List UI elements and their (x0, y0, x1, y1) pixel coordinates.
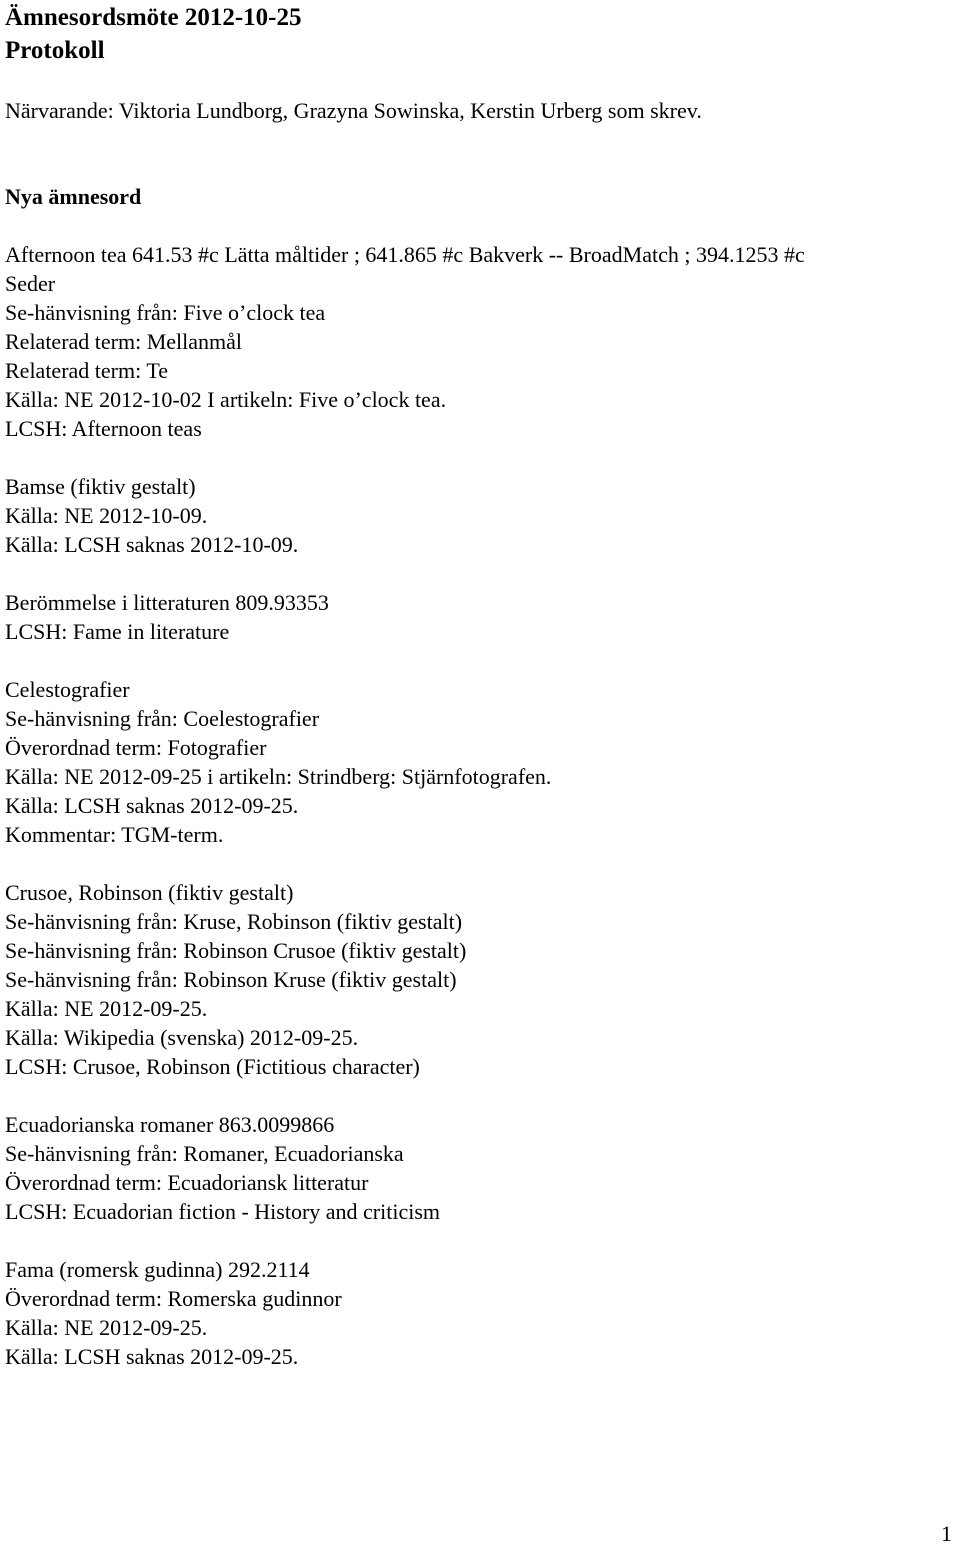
attendees-line: Närvarande: Viktoria Lundborg, Grazyna Sowinska, Kerstin Urberg som skrev. (5, 98, 702, 123)
entry-detail-line: Kommentar: TGM-term. (5, 822, 224, 847)
entry-detail-line: Källa: NE 2012-10-02 I artikeln: Five o’clock tea. (5, 387, 447, 412)
subject-entry (5, 240, 955, 443)
entry-detail-line: Källa: LCSH saknas 2012-10-09. (5, 532, 299, 557)
entry-detail-line: Relaterad term: Te (5, 358, 168, 383)
entry-detail-line: Källa: Wikipedia (svenska) 2012-09-25. (5, 1025, 359, 1050)
entry-detail-line: Källa: LCSH saknas 2012-09-25. (5, 1344, 299, 1369)
entry-detail-line: Källa: NE 2012-09-25. (5, 1315, 208, 1340)
subject-entry (5, 1255, 955, 1371)
entry-detail-line: Överordnad term: Fotografier (5, 735, 267, 760)
document-subtitle: Protokoll (5, 37, 105, 64)
entry-detail-line: Överordnad term: Romerska gudinnor (5, 1286, 342, 1311)
entry-detail-line: Se-hänvisning från: Coelestografier (5, 706, 320, 731)
subject-entry (5, 1110, 955, 1226)
subject-entry (5, 878, 955, 1081)
entry-detail-line: Se-hänvisning från: Robinson Kruse (fiktiv gestalt) (5, 967, 457, 992)
entry-detail-line: Se-hänvisning från: Kruse, Robinson (fiktiv gestalt) (5, 909, 463, 934)
entry-heading: Crusoe, Robinson (fiktiv gestalt) (5, 880, 294, 905)
entry-detail-line: LCSH: Ecuadorian fiction - History and criticism (5, 1199, 441, 1224)
entry-heading: Bamse (fiktiv gestalt) (5, 474, 196, 499)
entry-detail-line: Källa: NE 2012-09-25. (5, 996, 208, 1021)
entry-heading: Celestografier (5, 677, 130, 702)
entry-heading: Fama (romersk gudinna) 292.2114 (5, 1257, 310, 1282)
entry-detail-line: Se-hänvisning från: Romaner, Ecuadorianska (5, 1141, 404, 1166)
entry-detail-line: LCSH: Crusoe, Robinson (Fictitious character) (5, 1054, 420, 1079)
entry-detail-line: Källa: NE 2012-10-09. (5, 503, 208, 528)
subject-entry (5, 588, 955, 646)
document-title: Ämnesordsmöte 2012-10-25 (5, 4, 302, 31)
page-number: 1 (941, 1521, 952, 1546)
subject-entries (5, 240, 955, 1400)
section-heading: Nya ämnesord (5, 184, 142, 209)
entry-detail-line: Relaterad term: Mellanmål (5, 329, 243, 354)
entry-detail-line: Källa: LCSH saknas 2012-09-25. (5, 793, 299, 818)
entry-detail-line: LCSH: Fame in literature (5, 619, 230, 644)
entry-detail-line: LCSH: Afternoon teas (5, 416, 202, 441)
subject-entry (5, 472, 955, 559)
entry-detail-line: Källa: NE 2012-09-25 i artikeln: Strindberg: Stjärnfotografen. (5, 764, 552, 789)
entry-heading: Berömmelse i litteraturen 809.93353 (5, 590, 329, 615)
subject-entry (5, 675, 955, 849)
entry-heading: Afternoon tea 641.53 #c Lätta måltider ; 641.865 #c Bakverk -- BroadMatch ; 394.1253 #c (5, 242, 805, 267)
entry-detail-line: Se-hänvisning från: Five o’clock tea (5, 300, 326, 325)
entry-detail-line: Överordnad term: Ecuadoriansk litteratur (5, 1170, 369, 1195)
entry-detail-line: Seder (5, 271, 56, 296)
entry-heading: Ecuadorianska romaner 863.0099866 (5, 1112, 335, 1137)
entry-detail-line: Se-hänvisning från: Robinson Crusoe (fiktiv gestalt) (5, 938, 467, 963)
